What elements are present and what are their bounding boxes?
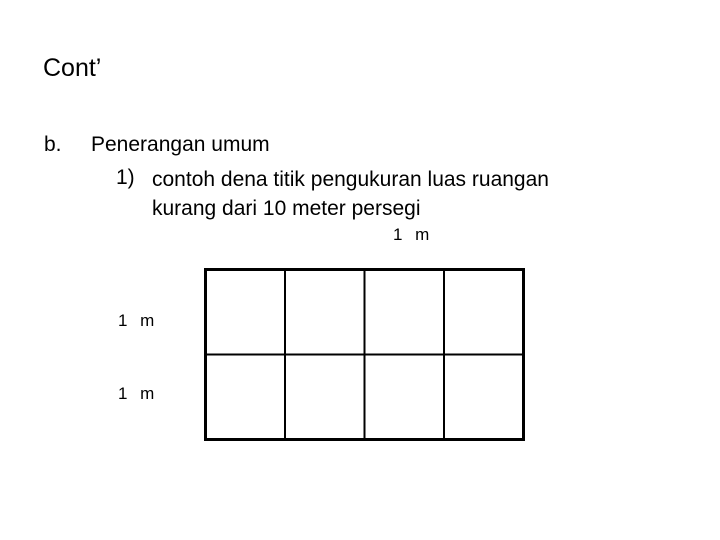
slide-title: Cont’ (43, 54, 102, 82)
item-heading: Penerangan umum (91, 133, 270, 156)
sub-item-line-2: kurang dari 10 meter persegi (152, 197, 421, 220)
sub-item-number: 1) (116, 166, 135, 189)
row-dimension-label-1: 1 m (118, 311, 159, 330)
top-dimension-label: 1 m (393, 225, 434, 244)
measurement-grid-diagram (204, 268, 525, 441)
sub-item-line-1: contoh dena titik pengukuran luas ruangan (152, 168, 549, 191)
item-letter: b. (44, 133, 62, 156)
row-dimension-label-2: 1 m (118, 384, 159, 403)
sub-item-text (152, 165, 549, 223)
